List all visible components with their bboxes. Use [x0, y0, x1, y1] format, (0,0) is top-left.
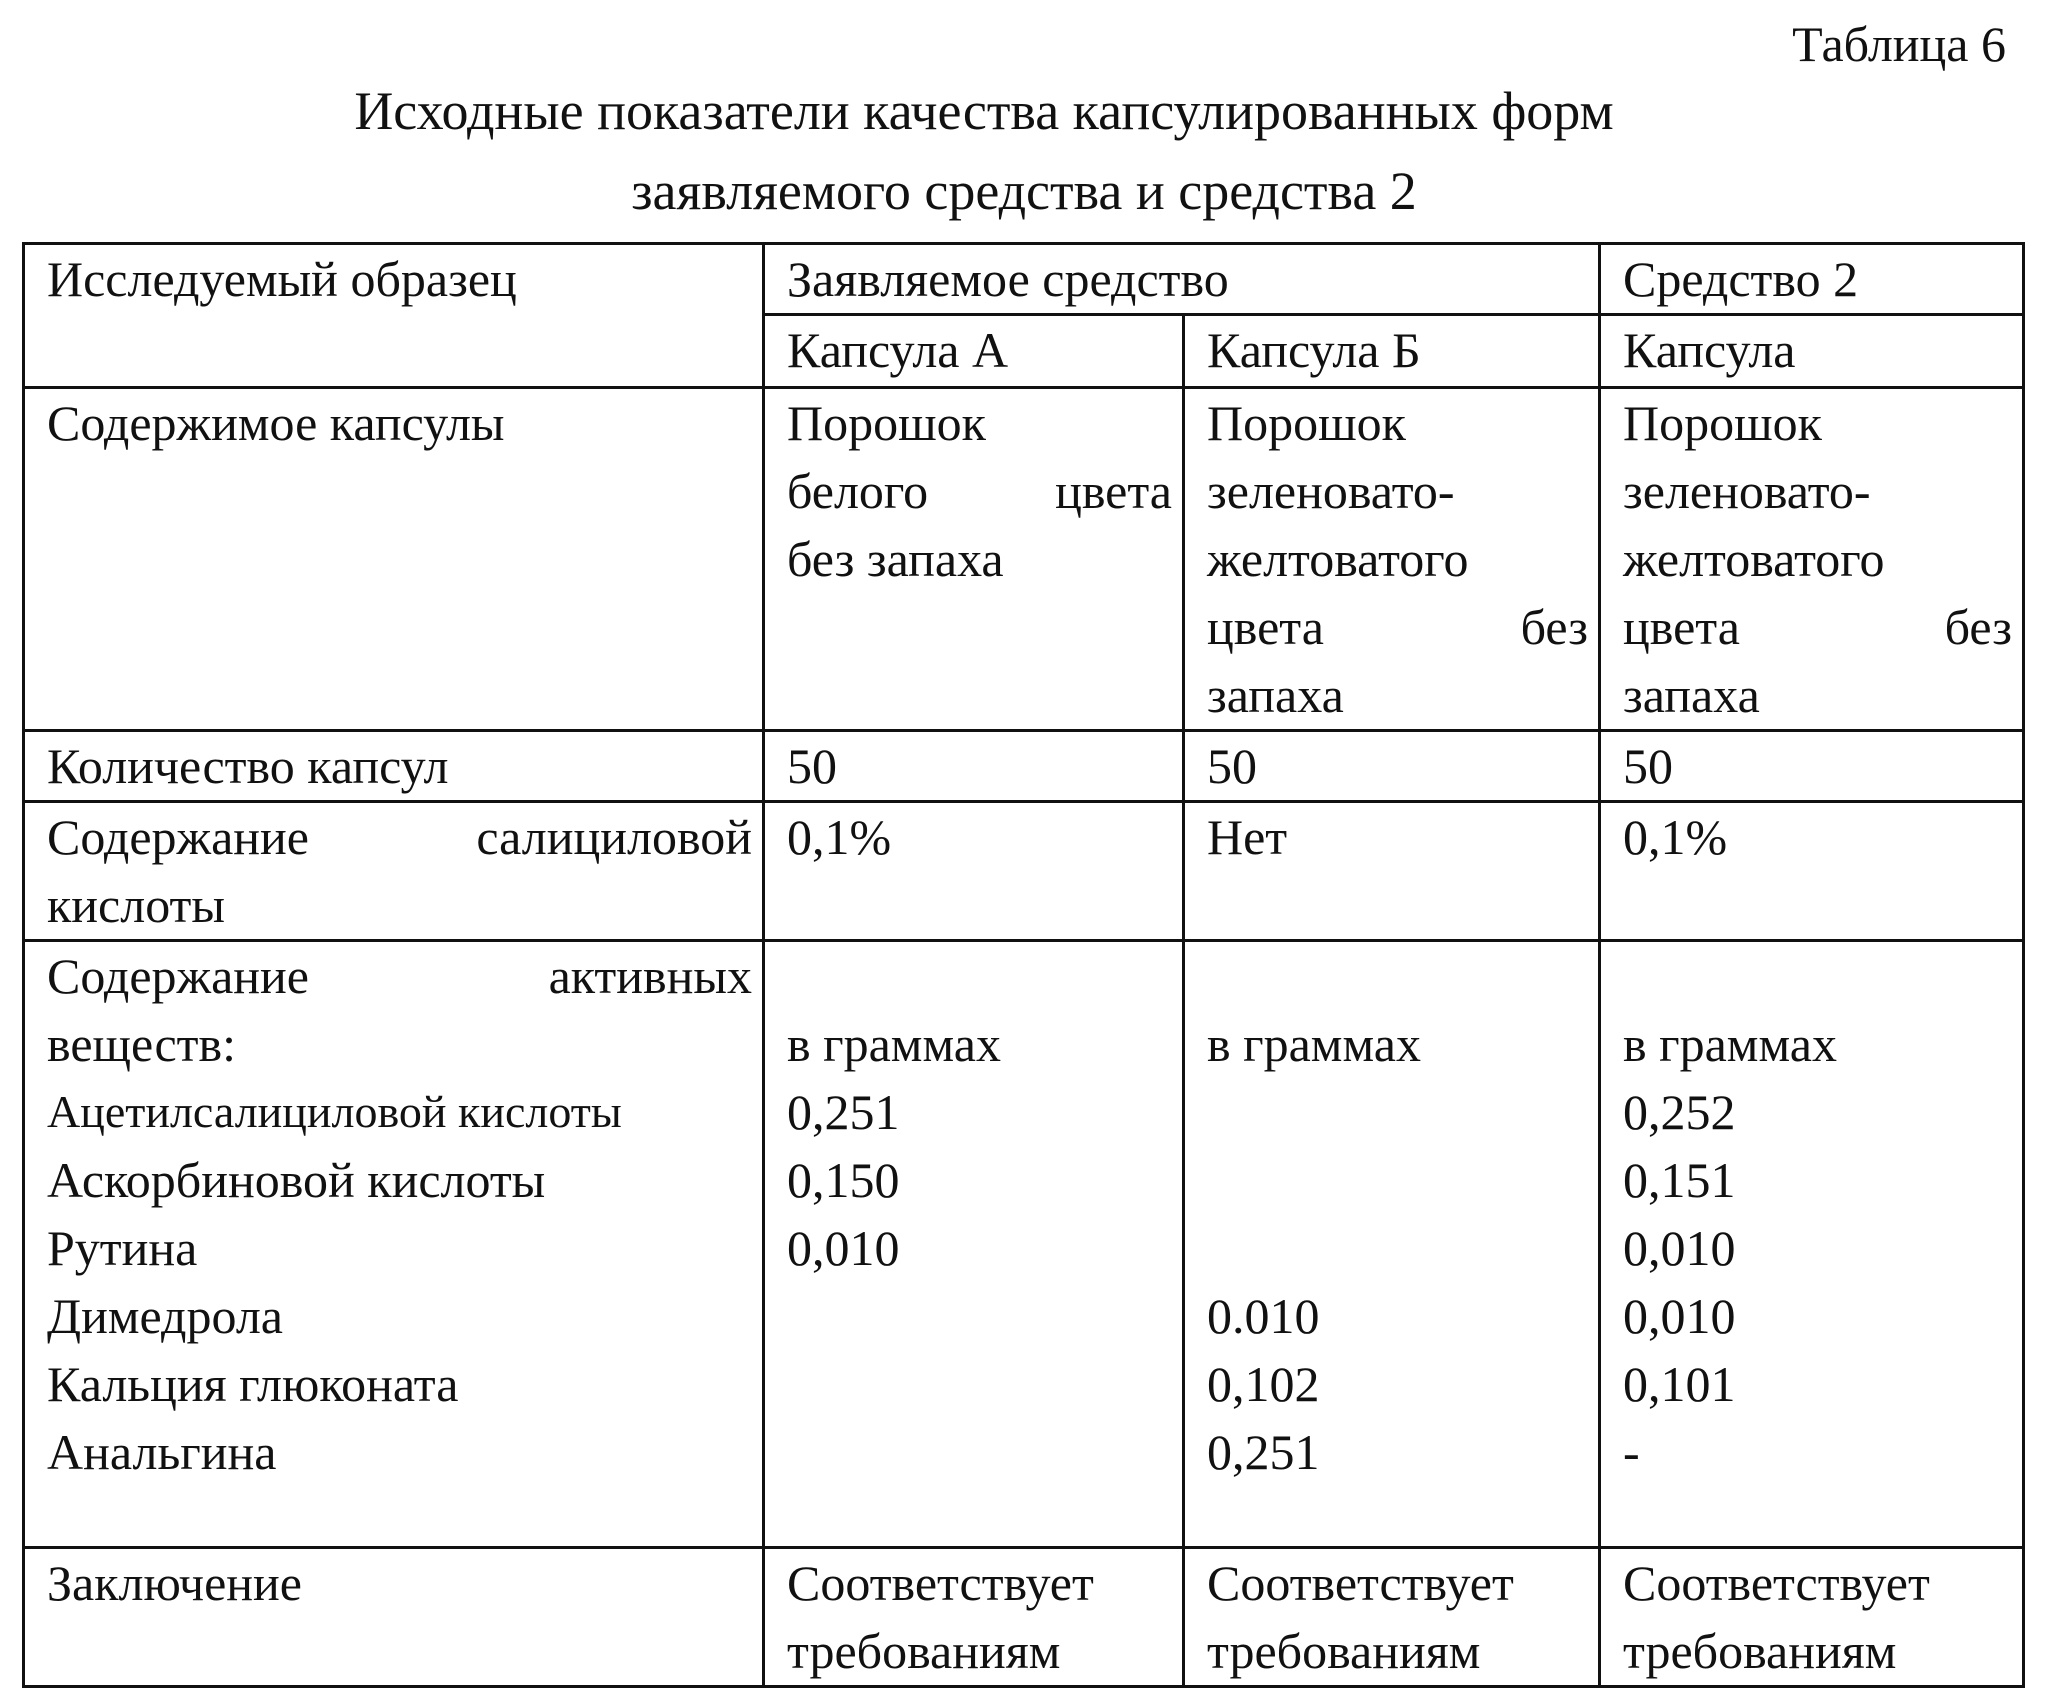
- row-label-text: кислоты: [47, 877, 225, 933]
- substance-name: Кальция глюконата: [47, 1356, 459, 1412]
- cell-value: 0,150: [787, 1152, 900, 1208]
- cell-text-spread: [1623, 593, 2012, 661]
- spacer: [1207, 1214, 1588, 1282]
- cell-text: требованиям: [1207, 1623, 1481, 1679]
- table-row: [24, 802, 2024, 941]
- cell-salicylic-b: [1184, 802, 1600, 941]
- row-label-text: Заключение: [47, 1555, 302, 1611]
- cell-value: -: [1623, 1424, 1640, 1480]
- cell-quantity-b: [1184, 731, 1600, 802]
- cell-text: Соответствует: [1207, 1555, 1514, 1611]
- header-sample-cell: [24, 244, 764, 388]
- cell-text: без: [1520, 599, 1588, 655]
- cell-active-a: [764, 941, 1184, 1548]
- cell-quantity-c: [1600, 731, 2024, 802]
- header-sample-label: Исследуемый образец: [47, 251, 517, 307]
- row-label-spread: [47, 803, 752, 871]
- substance-name: Димедрола: [47, 1288, 283, 1344]
- cell-text: требованиям: [787, 1623, 1061, 1679]
- cell-conclusion-c: [1600, 1548, 2024, 1687]
- header-ref-group-cell: [1600, 244, 2024, 315]
- cell-text: цвета: [1207, 599, 1324, 655]
- table-title-line-2: заявляемого средства и средства 2: [631, 161, 1417, 221]
- cell-value: 0,010: [787, 1220, 900, 1276]
- row-label-text: активных: [548, 948, 752, 1004]
- cell-value: 0,102: [1207, 1356, 1320, 1412]
- cell-value: 0,151: [1623, 1152, 1736, 1208]
- table-title-line-1: Исходные показатели качества капсулированных форм: [354, 81, 1614, 141]
- header-col-a-label: Капсула А: [787, 322, 1009, 378]
- cell-conclusion-a: [764, 1548, 1184, 1687]
- cell-text: требованиям: [1623, 1623, 1897, 1679]
- cell-conclusion-b: [1184, 1548, 1600, 1687]
- row-label-spread: [47, 942, 752, 1010]
- row-label-salicylic: [24, 802, 764, 941]
- table-row: [24, 731, 2024, 802]
- cell-value: 0.010: [1207, 1288, 1320, 1344]
- cell-text: Соответствует: [1623, 1555, 1930, 1611]
- spacer: [1207, 1078, 1588, 1146]
- header-claimed-group-cell: [764, 244, 1600, 315]
- cell-text: Порошок: [1207, 395, 1406, 451]
- cell-text: 0,1%: [1623, 809, 1728, 865]
- cell-text: 0,1%: [787, 809, 892, 865]
- cell-text: запаха: [1207, 667, 1344, 723]
- cell-text: запаха: [1623, 667, 1760, 723]
- header-col-c-label: Капсула: [1623, 322, 1796, 378]
- cell-active-b: [1184, 941, 1600, 1548]
- spacer: [1623, 942, 2012, 1010]
- cell-text: зеленовато-: [1207, 463, 1455, 519]
- row-label-text: Содержание: [47, 948, 309, 1004]
- row-label-conclusion: [24, 1548, 764, 1687]
- cell-content-c: [1600, 388, 2024, 731]
- cell-value: 0,252: [1623, 1084, 1736, 1140]
- table-caption: Таблица 6: [1792, 16, 2006, 72]
- cell-value: 0,251: [787, 1084, 900, 1140]
- cell-text: 50: [1207, 738, 1257, 794]
- unit-label: в граммах: [1623, 1016, 1837, 1072]
- table-row: [24, 1548, 2024, 1687]
- quality-table: [22, 242, 2025, 1688]
- cell-text-spread: [787, 457, 1172, 525]
- row-label-text: Содержание: [47, 809, 309, 865]
- header-claimed-group-label: Заявляемое средство: [787, 251, 1229, 307]
- cell-text: Порошок: [1623, 395, 1822, 451]
- row-label-content: [24, 388, 764, 731]
- cell-text: желтоватого: [1623, 531, 1885, 587]
- unit-label: в граммах: [787, 1016, 1001, 1072]
- substance-name: Аскорбиновой кислоты: [47, 1152, 546, 1208]
- cell-text: зеленовато-: [1623, 463, 1871, 519]
- cell-value: 0,101: [1623, 1356, 1736, 1412]
- header-ref-group-label: Средство 2: [1623, 251, 1859, 307]
- spacer: [1207, 942, 1588, 1010]
- cell-quantity-a: [764, 731, 1184, 802]
- cell-content-a: [764, 388, 1184, 731]
- substance-name: Рутина: [47, 1220, 198, 1276]
- row-label-text: салициловой: [476, 809, 752, 865]
- header-col-a: [764, 315, 1184, 388]
- cell-text: белого: [787, 463, 929, 519]
- header-col-c: [1600, 315, 2024, 388]
- cell-text: Соответствует: [787, 1555, 1094, 1611]
- cell-value: 0,010: [1623, 1288, 1736, 1344]
- cell-active-c: [1600, 941, 2024, 1548]
- cell-value: 0,010: [1623, 1220, 1736, 1276]
- spacer: [1207, 1146, 1588, 1214]
- cell-text: желтоватого: [1207, 531, 1469, 587]
- row-label-text: веществ:: [47, 1016, 236, 1072]
- substance-name: Анальгина: [47, 1424, 277, 1480]
- spacer: [787, 942, 1172, 1010]
- cell-value: 0,251: [1207, 1424, 1320, 1480]
- cell-text: 50: [1623, 738, 1673, 794]
- row-label-active: [24, 941, 764, 1548]
- cell-text: без: [1944, 599, 2012, 655]
- header-row-1: [24, 244, 2024, 315]
- header-col-b-label: Капсула Б: [1207, 322, 1421, 378]
- row-label-text: Количество капсул: [47, 738, 449, 794]
- cell-text: Порошок: [787, 395, 986, 451]
- cell-salicylic-a: [764, 802, 1184, 941]
- substance-name: Ацетилсалициловой кислоты: [47, 1086, 622, 1137]
- cell-text: цвета: [1055, 463, 1172, 519]
- table-row: [24, 941, 2024, 1548]
- cell-text: цвета: [1623, 599, 1740, 655]
- row-label-text: Содержимое капсулы: [47, 395, 505, 451]
- cell-content-b: [1184, 388, 1600, 731]
- cell-text: без запаха: [787, 531, 1004, 587]
- cell-text: Нет: [1207, 809, 1288, 865]
- header-col-b: [1184, 315, 1600, 388]
- unit-label: в граммах: [1207, 1016, 1421, 1072]
- cell-text-spread: [1207, 593, 1588, 661]
- table-row: [24, 388, 2024, 731]
- row-label-quantity: [24, 731, 764, 802]
- cell-salicylic-c: [1600, 802, 2024, 941]
- cell-text: 50: [787, 738, 837, 794]
